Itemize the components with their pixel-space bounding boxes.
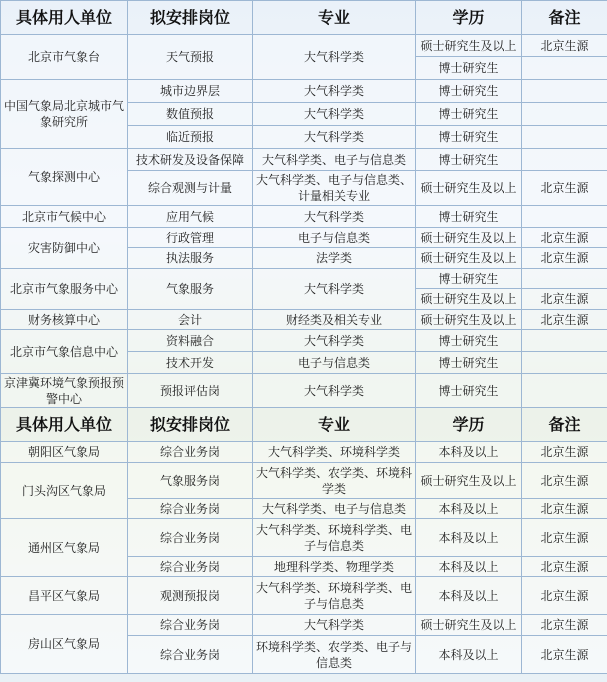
note-cell — [522, 57, 607, 80]
header-row — [1, 408, 607, 442]
note-cell: 北京生源 — [522, 557, 607, 577]
header-note: 备注 — [522, 1, 607, 35]
table-row — [1, 80, 607, 103]
education-cell: 本科及以上 — [416, 442, 522, 463]
note-cell: 北京生源 — [522, 35, 607, 57]
post-cell: 会计 — [128, 310, 253, 330]
education-cell: 博士研究生 — [416, 330, 522, 352]
post-cell: 技术研发及设备保障 — [128, 149, 253, 171]
unit-cell: 灾害防御中心 — [1, 228, 128, 269]
table-row — [1, 519, 607, 557]
header-note: 备注 — [522, 408, 607, 442]
note-cell: 北京生源 — [522, 463, 607, 499]
post-cell: 应用气候 — [128, 206, 253, 228]
note-cell — [522, 80, 607, 103]
table-row — [1, 206, 607, 228]
major-cell: 法学类 — [253, 248, 416, 269]
education-cell: 硕士研究生及以上 — [416, 171, 522, 206]
major-cell: 大气科学类 — [253, 269, 416, 310]
note-cell — [522, 126, 607, 149]
note-cell — [522, 269, 607, 289]
education-cell: 本科及以上 — [416, 519, 522, 557]
major-cell: 环境科学类、农学类、电子与信息类 — [253, 636, 416, 674]
major-cell: 电子与信息类 — [253, 352, 416, 374]
note-cell: 北京生源 — [522, 499, 607, 519]
note-cell — [522, 330, 607, 352]
header-unit: 具体用人单位 — [1, 408, 128, 442]
note-cell: 北京生源 — [522, 228, 607, 248]
table-row — [1, 228, 607, 248]
note-cell: 北京生源 — [522, 636, 607, 674]
unit-cell: 财务核算中心 — [1, 310, 128, 330]
unit-cell: 京津冀环境气象预报预警中心 — [1, 374, 128, 408]
major-cell: 大气科学类 — [253, 35, 416, 80]
note-cell: 北京生源 — [522, 615, 607, 636]
major-cell: 地理科学类、物理学类 — [253, 557, 416, 577]
education-cell: 硕士研究生及以上 — [416, 615, 522, 636]
major-cell: 大气科学类 — [253, 374, 416, 408]
note-cell: 北京生源 — [522, 171, 607, 206]
education-cell: 硕士研究生及以上 — [416, 228, 522, 248]
post-cell: 综合业务岗 — [128, 615, 253, 636]
major-cell: 大气科学类 — [253, 615, 416, 636]
post-cell: 观测预报岗 — [128, 577, 253, 615]
education-cell: 本科及以上 — [416, 636, 522, 674]
education-cell: 本科及以上 — [416, 557, 522, 577]
header-major: 专业 — [253, 1, 416, 35]
table-row — [1, 577, 607, 615]
post-cell: 气象服务 — [128, 269, 253, 310]
education-cell: 博士研究生 — [416, 149, 522, 171]
education-cell: 博士研究生 — [416, 80, 522, 103]
education-cell: 硕士研究生及以上 — [416, 289, 522, 310]
header-education: 学历 — [416, 408, 522, 442]
post-cell: 天气预报 — [128, 35, 253, 80]
header-major: 专业 — [253, 408, 416, 442]
major-cell: 大气科学类 — [253, 103, 416, 126]
education-cell: 硕士研究生及以上 — [416, 310, 522, 330]
unit-cell: 中国气象局北京城市气象研究所 — [1, 80, 128, 149]
education-cell: 博士研究生 — [416, 206, 522, 228]
post-cell: 城市边界层 — [128, 80, 253, 103]
post-cell: 综合业务岗 — [128, 557, 253, 577]
education-cell: 本科及以上 — [416, 577, 522, 615]
note-cell — [522, 352, 607, 374]
education-cell: 博士研究生 — [416, 352, 522, 374]
header-education: 学历 — [416, 1, 522, 35]
post-cell: 气象服务岗 — [128, 463, 253, 499]
education-cell: 硕士研究生及以上 — [416, 248, 522, 269]
header-unit: 具体用人单位 — [1, 1, 128, 35]
header-post: 拟安排岗位 — [128, 408, 253, 442]
post-cell: 综合观测与计量 — [128, 171, 253, 206]
major-cell: 大气科学类、环境科学类、电子与信息类 — [253, 519, 416, 557]
major-cell: 电子与信息类 — [253, 228, 416, 248]
note-cell — [522, 206, 607, 228]
post-cell: 资料融合 — [128, 330, 253, 352]
post-cell: 行政管理 — [128, 228, 253, 248]
major-cell: 大气科学类、电子与信息类 — [253, 499, 416, 519]
table-row — [1, 463, 607, 499]
unit-cell: 北京市气象台 — [1, 35, 128, 80]
major-cell: 大气科学类 — [253, 206, 416, 228]
note-cell — [522, 149, 607, 171]
post-cell: 临近预报 — [128, 126, 253, 149]
note-cell: 北京生源 — [522, 248, 607, 269]
table-row — [1, 35, 607, 57]
note-cell: 北京生源 — [522, 289, 607, 310]
education-cell: 博士研究生 — [416, 57, 522, 80]
post-cell: 技术开发 — [128, 352, 253, 374]
unit-cell: 北京市气象信息中心 — [1, 330, 128, 374]
table-row — [1, 442, 607, 463]
table-row — [1, 149, 607, 171]
education-cell: 本科及以上 — [416, 499, 522, 519]
unit-cell: 朝阳区气象局 — [1, 442, 128, 463]
post-cell: 预报评估岗 — [128, 374, 253, 408]
table-row — [1, 374, 607, 408]
major-cell: 大气科学类、电子与信息类 — [253, 149, 416, 171]
unit-cell: 北京市气象服务中心 — [1, 269, 128, 310]
note-cell: 北京生源 — [522, 442, 607, 463]
major-cell: 财经类及相关专业 — [253, 310, 416, 330]
major-cell: 大气科学类、环境科学类 — [253, 442, 416, 463]
table-row — [1, 615, 607, 636]
post-cell: 综合业务岗 — [128, 636, 253, 674]
note-cell — [522, 374, 607, 408]
table-row — [1, 310, 607, 330]
major-cell: 大气科学类 — [253, 80, 416, 103]
education-cell: 硕士研究生及以上 — [416, 35, 522, 57]
post-cell: 综合业务岗 — [128, 499, 253, 519]
major-cell: 大气科学类 — [253, 126, 416, 149]
post-cell: 综合业务岗 — [128, 519, 253, 557]
unit-cell: 门头沟区气象局 — [1, 463, 128, 519]
unit-cell: 通州区气象局 — [1, 519, 128, 577]
unit-cell: 昌平区气象局 — [1, 577, 128, 615]
education-cell: 博士研究生 — [416, 103, 522, 126]
header-row — [1, 1, 607, 35]
major-cell: 大气科学类、农学类、环境科学类 — [253, 463, 416, 499]
table-row — [1, 269, 607, 289]
post-cell: 数值预报 — [128, 103, 253, 126]
education-cell: 博士研究生 — [416, 374, 522, 408]
education-cell: 博士研究生 — [416, 269, 522, 289]
note-cell: 北京生源 — [522, 519, 607, 557]
unit-cell: 北京市气候中心 — [1, 206, 128, 228]
post-cell: 执法服务 — [128, 248, 253, 269]
education-cell: 博士研究生 — [416, 126, 522, 149]
major-cell: 大气科学类 — [253, 330, 416, 352]
note-cell: 北京生源 — [522, 577, 607, 615]
unit-cell: 房山区气象局 — [1, 615, 128, 674]
education-cell: 硕士研究生及以上 — [416, 463, 522, 499]
major-cell: 大气科学类、电子与信息类、计量相关专业 — [253, 171, 416, 206]
table-row — [1, 330, 607, 352]
note-cell — [522, 103, 607, 126]
header-post: 拟安排岗位 — [128, 1, 253, 35]
post-cell: 综合业务岗 — [128, 442, 253, 463]
note-cell: 北京生源 — [522, 310, 607, 330]
unit-cell: 气象探测中心 — [1, 149, 128, 206]
major-cell: 大气科学类、环境科学类、电子与信息类 — [253, 577, 416, 615]
